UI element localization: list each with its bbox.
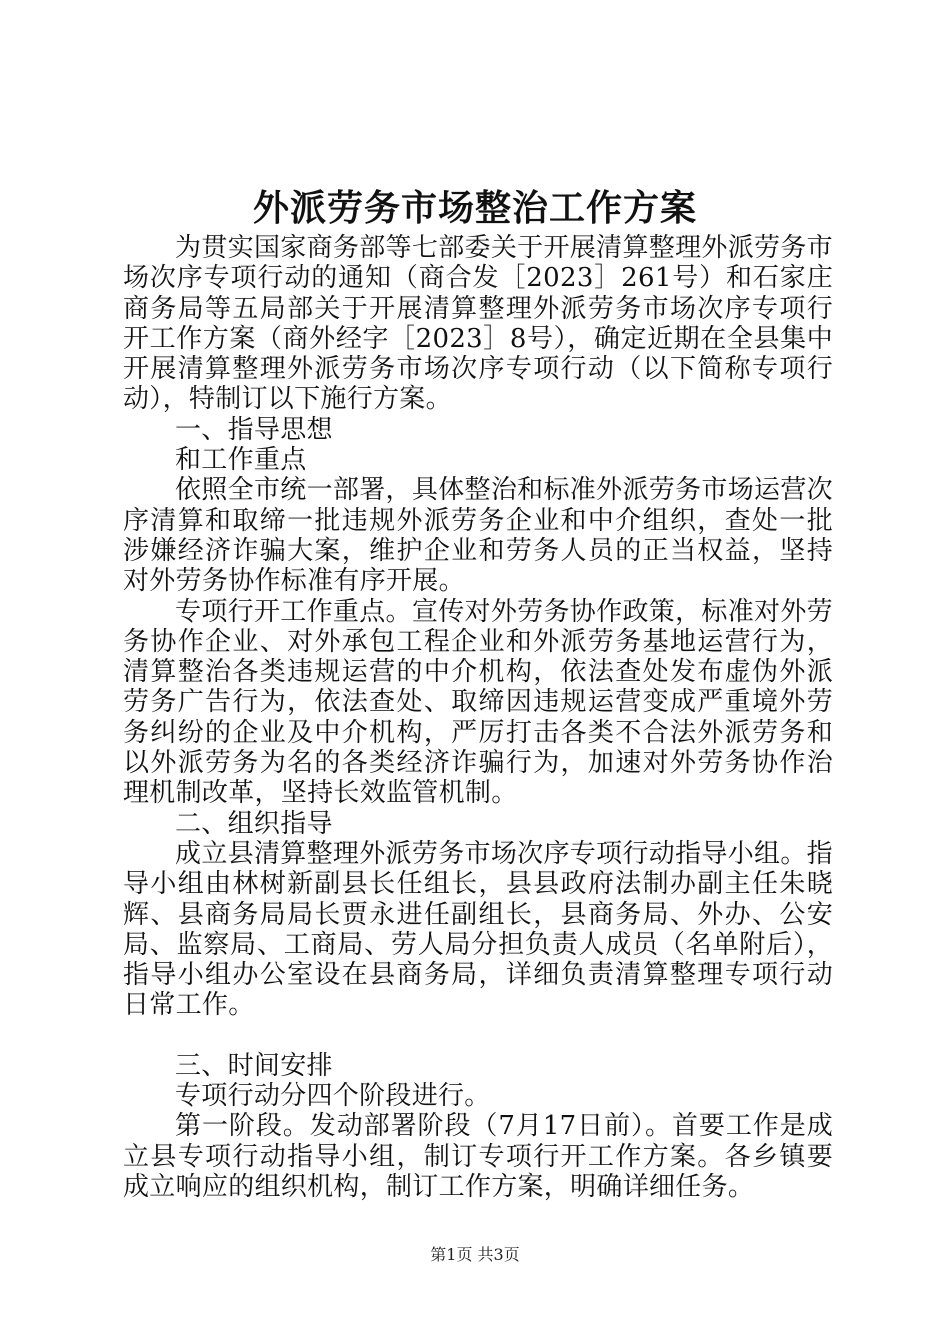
- section3-paragraph-2: 第一阶段。发动部署阶段（7月17日前）。首要工作是成立县专项行动指导小组，制订专项行开工作方案。各乡镇要成立响应的组织机构，制订工作方案，明确详细任务。: [123, 1111, 833, 1202]
- section3-paragraph-1: 专项行动分四个阶段进行。: [175, 1081, 491, 1112]
- section1-paragraph-2: 专项行开工作重点。宣传对外劳务协作政策，标准对外劳务协作企业、对外承包工程企业和外派劳务基地运营行为，清算整治各类违规运营的中介机构，依法查处发布虚伪外派劳务广告行为，依法查处、取缔因违规运营变成严重境外劳务纠纷的企业及中介机构，严厉打击各类不合法外派劳务和以外派劳务为名的各类经济诈骗行为，加速对外劳务协作治理机制改革，坚持长效监管机制。: [123, 596, 833, 809]
- section1-heading: 一、指导思想: [175, 414, 333, 445]
- section1-heading-continuation: 和工作重点: [175, 445, 307, 476]
- section1-paragraph-1: 依照全市统一部署，具体整治和标准外派劳务市场运营次序清算和取缔一批违规外派劳务企业和中介组织，查处一批涉嫌经济诈骗大案，维护企业和劳务人员的正当权益，坚持对外劳务协作标准有序开展。: [123, 475, 833, 597]
- section2-paragraph-1: 成立县清算整理外派劳务市场次序专项行动指导小组。指导小组由林树新副县长任组长，县县政府法制办副主任朱晓辉、县商务局局长贾永进任副组长，县商务局、外办、公安局、监察局、工商局、劳人局分担负责人成员（名单附后），指导小组办公室设在县商务局，详细负责清算整理专项行动日常工作。: [123, 838, 833, 1021]
- section3-heading: 三、时间安排: [175, 1050, 333, 1081]
- document-title: 外派劳务市场整治工作方案: [252, 187, 697, 229]
- page-number-footer: 第1页 共3页: [430, 1245, 520, 1264]
- paragraph-gap: [123, 1021, 833, 1051]
- intro-paragraph: 为贯实国家商务部等七部委关于开展清算整理外派劳务市场次序专项行动的通知（商合发［2023］261号）和石家庄商务局等五局部关于开展清算整理外派劳务市场次序专项行开工作方案（商外经字［2023］8号），确定近期在全县集中开展清算整理外派劳务市场次序专项行动（以下简称专项行动），特制订以下施行方案。: [123, 233, 833, 415]
- section2-heading: 二、组织指导: [175, 808, 333, 839]
- document-body: [123, 233, 833, 1202]
